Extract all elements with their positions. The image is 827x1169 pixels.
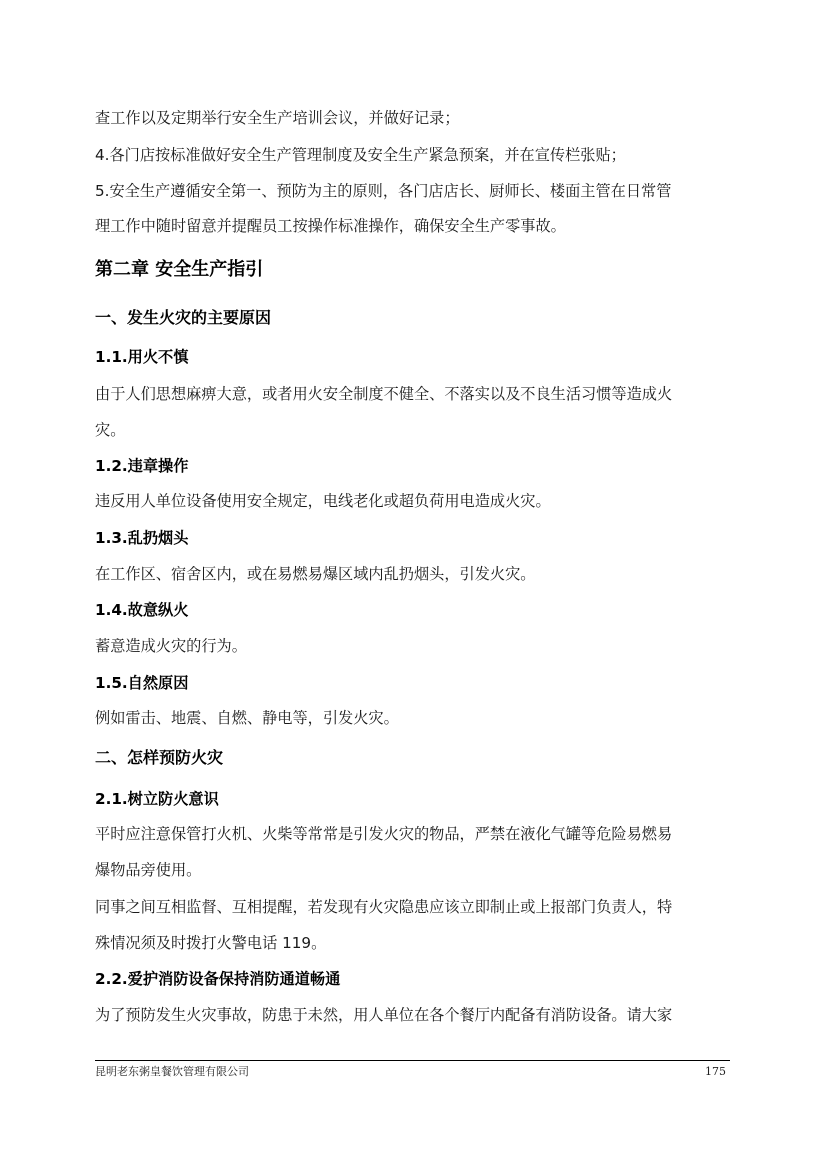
paragraph-line: 殊情况须及时拨打火警电话 119。: [95, 934, 327, 952]
section-heading: 二、怎样预防火灾: [95, 748, 224, 767]
paragraph-line: 为了预防发生火灾事故，防患于未然，用人单位在各个餐厅内配备有消防设备。请大家: [95, 1006, 673, 1024]
paragraph-line: 蓄意造成火灾的行为。: [95, 637, 247, 655]
footer-divider: [95, 1060, 730, 1061]
subsection-heading: 1.5.自然原因: [95, 674, 189, 692]
paragraph-line: 灾。: [95, 421, 126, 439]
paragraph-line: 违反用人单位设备使用安全规定，电线老化或超负荷用电造成火灾。: [95, 492, 551, 510]
paragraph-line: 5.安全生产遵循安全第一、预防为主的原则，各门店店长、厨师长、楼面主管在日常管: [95, 182, 672, 200]
paragraph-line: 同事之间互相监督、互相提醒，若发现有火灾隐患应该立即制止或上报部门负责人，特: [95, 898, 673, 916]
footer-company-name: 昆明老东粥皇餐饮管理有限公司: [95, 1065, 249, 1078]
paragraph-line: 爆物品旁使用。: [95, 861, 202, 879]
subsection-heading: 1.4.故意纵火: [95, 601, 189, 619]
paragraph-line: 理工作中随时留意并提醒员工按操作标准操作，确保安全生产零事故。: [95, 217, 566, 235]
paragraph-line: 平时应注意保管打火机、火柴等常常是引发火灾的物品，严禁在液化气罐等危险易燃易: [95, 825, 673, 843]
paragraph-line: 由于人们思想麻痹大意，或者用火安全制度不健全、不落实以及不良生活习惯等造成火: [95, 385, 673, 403]
paragraph-line: 查工作以及定期举行安全生产培训会议，并做好记录；: [95, 109, 460, 127]
subsection-heading: 1.1.用火不慎: [95, 348, 189, 366]
section-heading: 一、发生火灾的主要原因: [95, 308, 272, 327]
paragraph-line: 在工作区、宿舍区内，或在易燃易爆区域内乱扔烟头，引发火灾。: [95, 565, 536, 583]
chapter-title: 第二章 安全生产指引: [95, 259, 264, 280]
subsection-heading: 2.2.爱护消防设备保持消防通道畅通: [95, 970, 341, 988]
paragraph-line: 例如雷击、地震、自燃、静电等，引发火灾。: [95, 709, 399, 727]
paragraph-line: 4.各门店按标准做好安全生产管理制度及安全生产紧急预案，并在宣传栏张贴；: [95, 146, 626, 164]
subsection-heading: 1.3.乱扔烟头: [95, 529, 189, 547]
subsection-heading: 2.1.树立防火意识: [95, 790, 219, 808]
subsection-heading: 1.2.违章操作: [95, 457, 189, 475]
page-number: 175: [705, 1065, 726, 1078]
